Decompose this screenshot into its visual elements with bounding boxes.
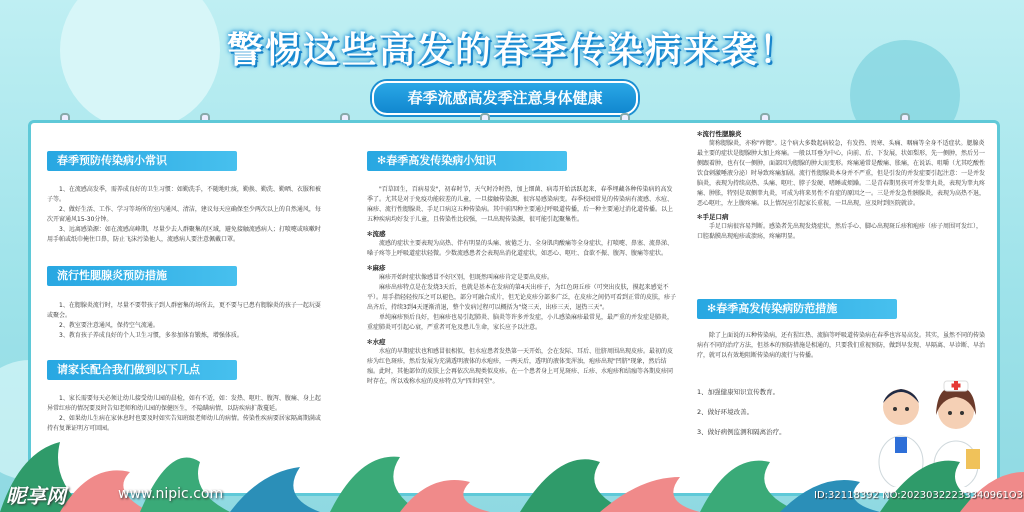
hfmd-text: 手足口病很容易判断。感染者先出现发烧症状，然后手心、脚心出现斑丘疹和疱疹（疹子周围可发红），口腔黏膜出现疱疹或溃疡，疼痛明显。 <box>697 223 983 240</box>
list-item: 3、做好病例监测和隔离治疗。 <box>697 428 786 436</box>
section-body-prevention-measures <box>697 331 987 361</box>
list-item: 1、加强健康知识宣传教育。 <box>697 388 780 396</box>
varicella-title: ✻水痘 <box>367 338 386 346</box>
list-item: 1、在腮腺炎流行时，尽量不要带孩子到人群密集的场所去，更不要与已患有腮腺炎的孩子一起玩耍或聚会。 <box>47 302 321 319</box>
page-subtitle: 春季流感高发季注意身体健康 <box>372 81 638 115</box>
prevention-intro: 除了上面说的五种传染病，还有猩红热、流脑等呼吸道传染病在春季也容易高发。其实，虽然不同的传染病有不同的治疗方法，但基本的预防措施是相通的，只要我们重视预防，做到早发现、早隔离、早诊断、早治疗，就可以有效地阻断传染病的流行与传播。 <box>697 332 986 359</box>
list-item: 1、家长需要每天必须让幼儿接受幼儿园的晨检，如有不适，如：发热、呕吐、腹泻、腹痛、身上起异常红疹的情况要及时告知老师和幼儿园的保健医生，不隐瞒病情，以防疾病扩散蔓延。 <box>47 395 321 412</box>
hfmd-title: ✻手足口病 <box>697 213 729 221</box>
list-item: 3、教育孩子养成良好的个人卫生习惯，多参加体育锻炼，增强体质。 <box>59 332 243 339</box>
measles-text: 麻疹开始时症状像感冒不好区别，但既然叫麻疹肯定是要出皮疹。 <box>379 274 554 281</box>
section-body-prevention-tips <box>47 185 323 245</box>
flu-title: ✻流感 <box>367 230 386 238</box>
list-item: 2、如果幼儿生病在家休息时也要及时如实告知班级老师幼儿的病情。传染性疾病要居家隔离期满或持有复课证明方可回园。 <box>47 415 321 432</box>
measles-text: 单纯麻疹预后良好，但麻疹也易引起肺炎、脑炎等许多并发症，小儿感染麻疹最常见，最严重的并发症是肺炎，重症肺炎可引起心衰，严重者可危及患儿生命，家长应予以注意。 <box>367 314 674 331</box>
list-item: 2、教室要注意通风，保持空气流通。 <box>59 322 159 329</box>
measles-text: 麻疹出疹特点是在发烧3天后，也就是基本在发病的第4天出疹子，为红色斑丘疹（可突出皮肤，摸起来感觉不平）。用手指轻轻按压之可以褪色，部分可融合成片，但无论皮疹分部多广泛，在皮疹之间仍可看到正常的皮肤，疹子出齐后，持续3到4天逐渐消退，整个发病过程可以概括为"烧三天，出疹三天，退热三天"。 <box>367 284 677 311</box>
list-item: 2、做好生活、工作、学习等场所的室内通风、清洁，建议每天应确保至少两次以上的自然通风，每次开窗通风15-30分钟。 <box>47 206 321 223</box>
list-item: 2、做好环境改善。 <box>697 408 754 416</box>
section-heading-disease-knowledge: ✻春季高发传染病小知识 <box>367 151 567 171</box>
section-body-mumps-prevention <box>47 301 323 341</box>
watermark-logo: 昵享网 <box>6 484 66 508</box>
page-title: 警惕这些高发的春季传染病来袭！ <box>226 30 797 71</box>
watermark-id: ID:32118392 NO:20230322233340961O3 <box>814 490 1024 501</box>
section-heading-prevention-measures: ✻春季高发传染病防范措施 <box>697 299 897 319</box>
list-item: 1、在流感高发季，需养成良好的卫生习惯：如勤洗手，不随地吐痰，勤换、勤洗、勤晒、衣服和被子等。 <box>47 186 321 203</box>
section-body-disease-knowledge <box>367 185 677 387</box>
section-heading-prevention-tips: 春季预防传染病小常识 <box>47 151 237 171</box>
section-heading-parents: 请家长配合我们做到以下几点 <box>47 360 237 380</box>
watermark-site: www.nipic.com <box>118 486 224 502</box>
section-body-mumps <box>697 129 987 242</box>
measles-title: ✻麻疹 <box>367 264 386 272</box>
varicella-text: 水痘的早期症状也和感冒很相似，但水痘患者发热第一天开始，会在发际、耳后、肚脐周围出现皮疹。最初的皮疹为红色斑疹，然后发展为充满透明液体的水疱疹，一两天后，透明的液体变浑浊，疱疹出现"凹脐"现象，然后结痂。此时，其他部位的皮肤上会再依次出现类似皮疹。在一个患者身上可见斑疹、丘疹、水疱疹和结痂等各期皮疹同时存在，所以戏称水痘的皮疹特点为"四世同堂"。 <box>367 348 674 385</box>
mumps-text: 简称腮腺炎，亦称"痄腮"。这个病大多数起病较急，有发热、畏寒、头痛、咽痛等全身不适症状。腮腺炎最主要的症状是腮腺肿大加上疼痛。一般以耳垂为中心，向前、后、下发展，状如梨形，先一侧肿，然后另一侧跟着肿，也有仅一侧肿，面部因为腮腺的肿大而变形。疼痛通常是酸痛、胀痛，在说话、咀嚼（尤其吃酸性饮食刺激唾液分泌）时导致疼痛加剧。流行性腮腺炎本身并不严重，但是引发的并发症要引起注意：一是并发脑炎，表现为持续高热、头痛、呕吐、脖子发硬、嗜睡或烦躁。二是青春期男孩可并发睾丸炎，表现为睾丸疼痛、肿胀，特别是双侧睾丸炎，可成为将来男性不育症的原因之一。三是并发急性胰腺炎，表现为高热不退，恶心呕吐，左上腹疼痛。以上情况应引起家长重视，一旦出现，应及时到医院就诊。 <box>697 140 986 207</box>
flu-text: 流感的症状主要表现为高热、伴有明显的头痛、疲倦乏力、全身肌肉酸痛等全身症状，打喷嚏、鼻塞、流鼻涕、嗓子疼等上呼吸道症状轻微。少数流感患者会表现出消化道症状，如恶心、呕吐、食欲不振、腹泻、腹痛等症状。 <box>367 240 674 257</box>
list-item: 3、远离感染源：如在流感高峰期，尽量少去人群聚集的区域，避免接触流感病人；打喷嚏或咳嗽时用手帕或纸巾掩住口鼻，防止飞沫污染他人，流感病人要注意佩戴口罩。 <box>47 226 321 243</box>
mumps-title: ✻流行性腮腺炎 <box>697 130 742 138</box>
intro-text: "百草回生，百病易发"，初春时节，天气时冷时热，加上细菌、病毒开始活跃起来，春季埋藏各种传染病的高发季了。尤其是对于免疫功能较差的儿童，一旦接触传染源，很容易感染病变。春季校园常见的传染病有流感、水痘、麻疹、流行性腮腺炎、手足口病这五种传染病。其中前四种主要通过呼吸道传播，后一种主要通过消化道传播。以上五种疾病均好发于儿童，且传染性比较强，一旦出现传染源，很可能引起聚集性。 <box>367 186 674 223</box>
section-heading-mumps-prevention: 流行性腮腺炎预防措施 <box>47 266 237 286</box>
